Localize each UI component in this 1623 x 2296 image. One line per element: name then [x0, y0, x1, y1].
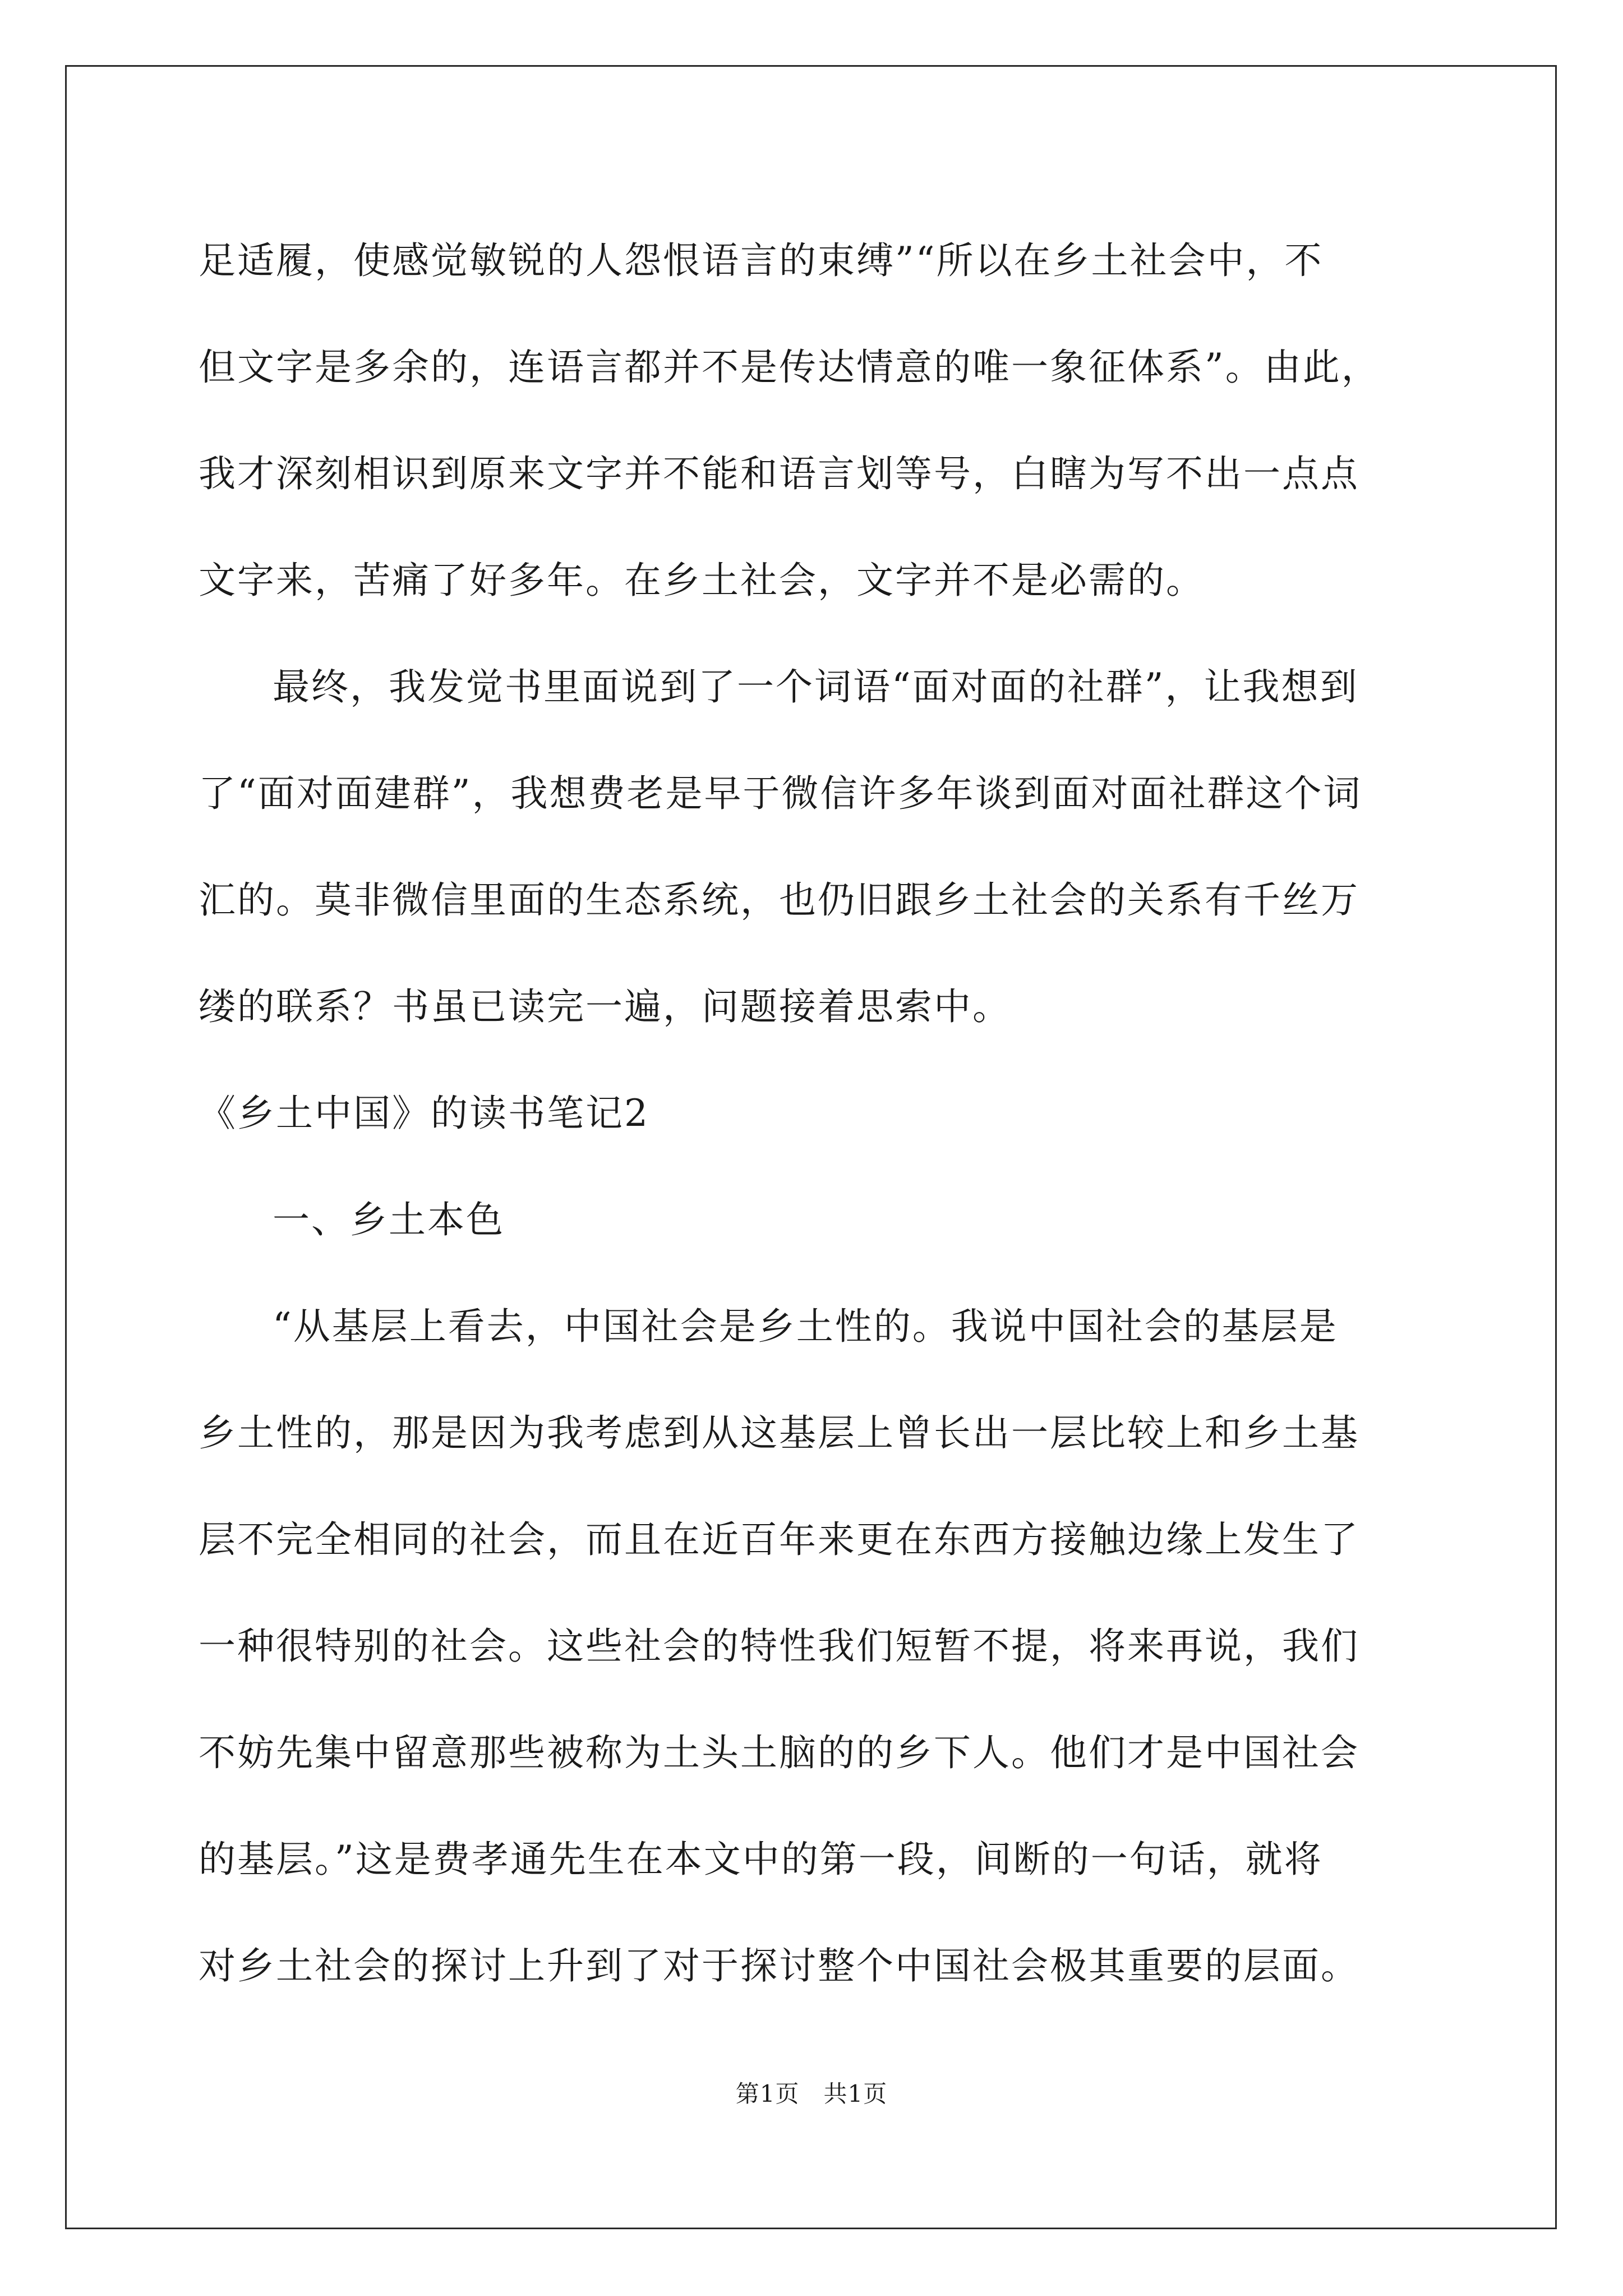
document-body [199, 208, 1432, 2019]
page-number-footer: 第1页 共1页 [735, 2080, 888, 2108]
body-text-line: 的基层。”这是费孝通先生在本文中的第一段，间断的一句话，就将 [199, 1838, 1323, 1881]
body-text-line: 最终，我发觉书里面说到了一个词语“面对面的社群”，让我想到 [273, 665, 1359, 708]
body-text-line: 足适履，使感觉敏锐的人怨恨语言的束缚”“所以在乡土社会中，不 [199, 239, 1324, 282]
body-text-line: 不妨先集中留意那些被称为土头土脑的的乡下人。他们才是中国社会 [199, 1731, 1359, 1774]
body-text-line: 文字来，苦痛了好多年。在乡土社会，文字并不是必需的。 [199, 559, 1205, 602]
section-heading: 《乡土中国》的读书笔记2 [199, 1092, 649, 1135]
body-text-line: “从基层上看去，中国社会是乡土性的。我说中国社会的基层是 [273, 1305, 1338, 1348]
body-text-line: 缕的联系？书虽已读完一遍，问题接着思索中。 [199, 985, 1011, 1028]
body-text-line: 一种很特别的社会。这些社会的特性我们短暂不提，将来再说，我们 [199, 1625, 1359, 1668]
body-text-line: 但文字是多余的，连语言都并不是传达情意的唯一象征体系”。由此， [199, 346, 1380, 389]
body-text-line: 对乡土社会的探讨上升到了对于探讨整个中国社会极其重要的层面。 [199, 1944, 1359, 1987]
body-text-line: 乡土性的，那是因为我考虑到从这基层上曾长出一层比较上和乡土基 [199, 1411, 1359, 1455]
body-text-line: 层不完全相同的社会，而且在近百年来更在东西方接触边缘上发生了 [199, 1518, 1359, 1561]
body-text-line: 汇的。莫非微信里面的生态系统，也仍旧跟乡土社会的关系有千丝万 [199, 878, 1359, 922]
body-text-line: 我才深刻相识到原来文字并不能和语言划等号，白瞎为写不出一点点 [199, 452, 1359, 495]
subsection-heading: 一、乡土本色 [273, 1198, 505, 1241]
body-text-line: 了“面对面建群”，我想费老是早于微信许多年谈到面对面社群这个词 [199, 772, 1362, 815]
